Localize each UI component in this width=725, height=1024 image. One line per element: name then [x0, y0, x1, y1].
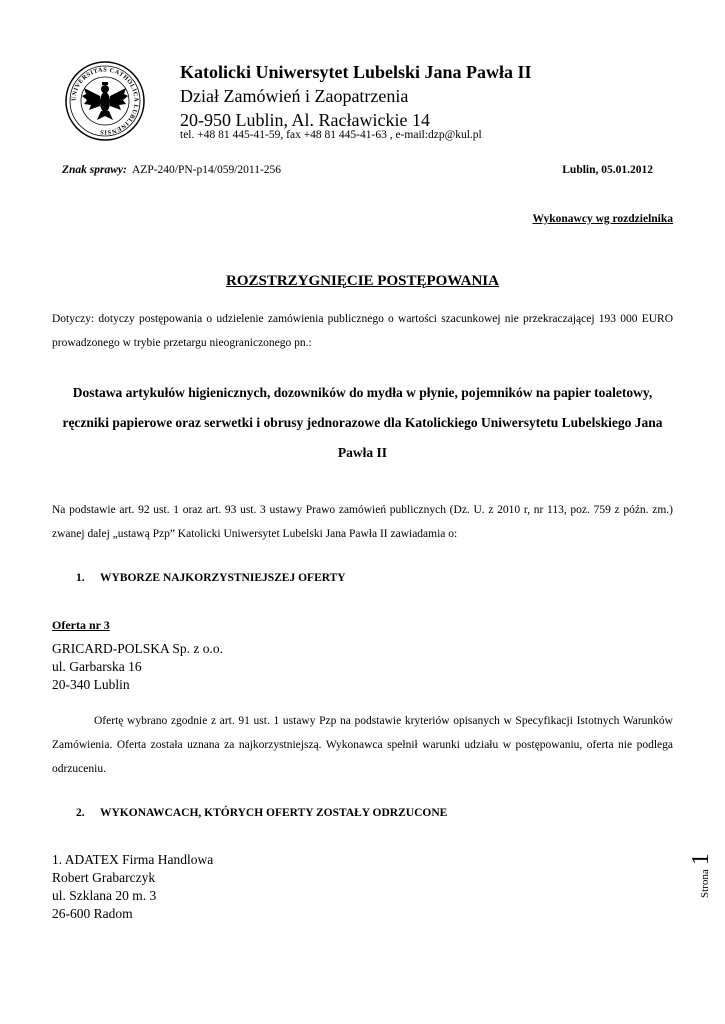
address-line: ul. Szklana 20 m. 3 — [52, 888, 157, 903]
document-title: ROZSTRZYGNIĘCIE POSTĘPOWANIA — [226, 273, 499, 289]
contact-info: tel. +48 81 445-41-59, fax +48 81 445-41-63 , e-mail:dzp@kul.pl — [180, 129, 482, 141]
section-1-number: 1. — [76, 572, 85, 584]
page-number — [688, 832, 718, 902]
address-line: GRICARD-POLSKA Sp. z o.o. — [52, 641, 224, 656]
page-label: Strona — [699, 869, 711, 898]
section-2-heading — [76, 807, 447, 819]
best-offer-address — [52, 640, 223, 694]
university-address: 20-950 Lublin, Al. Racławickie 14 — [180, 110, 430, 130]
rejected-offer-address — [52, 851, 213, 923]
legal-basis-paragraph: Na podstawie art. 92 ust. 1 oraz art. 93 ust. 3 ustawy Prawo zamówień publicznych (Dz. U. z 2010 r, nr 113, poz. 759 z późn. zm.) zwanej dalej „ustawą Pzp” Katolicki Uniwersytet Lubelski Jana Pawła II zawiadamia o: — [52, 504, 673, 540]
intro-paragraph: Dotyczy: dotyczy postępowania o udzielenie zamówienia publicznego o wartości szacunkowej nie przekraczającej 193 000 EURO prowadzonego w trybie przetargu nieograniczonego pn.: — [52, 313, 673, 349]
university-seal-logo — [64, 60, 146, 142]
section-2-title: WYKONAWCACH, KTÓRYCH OFERTY ZOSTAŁY ODRZUCONE — [100, 807, 448, 819]
address-line: 26-600 Radom — [52, 906, 133, 921]
address-line: 1. ADATEX Firma Handlowa — [52, 852, 214, 867]
address-line: ul. Garbarska 16 — [52, 659, 142, 674]
justification-paragraph: Ofertę wybrano zgodnie z art. 91 ust. 1 ustawy Pzp na podstawie kryteriów opisanych w Specyfikacji Istotnych Warunków Zamówienia. Oferta została uznana za najkorzystniejszą. Wykonawca spełnił warunki udziału w postępowaniu, oferta nie podlega odrzuceniu. — [52, 715, 673, 775]
address-line: Robert Grabarczyk — [52, 870, 156, 885]
case-reference-value: AZP-240/PN-p14/059/2011-256 — [131, 164, 282, 176]
case-reference — [62, 164, 281, 176]
page-number-value: 1 — [688, 853, 714, 866]
best-offer-label: Oferta nr 3 — [52, 618, 110, 632]
section-1-title: WYBORZE NAJKORZYSTNIEJSZEJ OFERTY — [100, 572, 346, 584]
section-2-number: 2. — [76, 807, 85, 819]
address-line: 20-340 Lublin — [52, 677, 130, 692]
section-1-heading — [76, 572, 346, 584]
seal-text: UNIVERSITAS CATHOLICA LUBLINENSIS — [70, 66, 140, 136]
recipients-line: Wykonawcy wg rozdzielnika — [532, 213, 673, 225]
university-name: Katolicki Uniwersytet Lubelski Jana Pawła II — [180, 62, 532, 82]
department-name: Dział Zamówień i Zaopatrzenia — [180, 86, 409, 106]
case-reference-label: Znak sprawy: — [62, 164, 127, 176]
procurement-subject: Dostawa artykułów higienicznych, dozowników do mydła w płynie, pojemników na papier toaletowy, ręczniki papierowe oraz serwetki i obrusy jednorazowe dla Katolickiego Uniwersytetu Lubelskiego Jana Pawła II — [62, 385, 663, 460]
place-and-date: Lublin, 05.01.2012 — [562, 164, 653, 176]
